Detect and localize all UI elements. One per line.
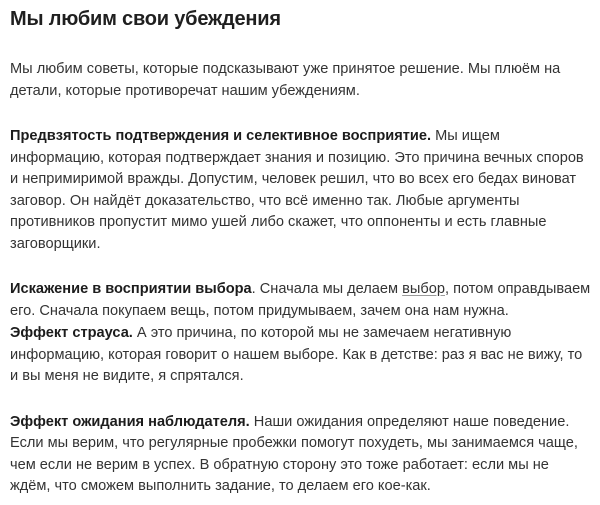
choice-distortion-paragraph <box>10 279 592 322</box>
confirmation-bias-term: Предвзятость подтверждения и селективное восприятие. <box>10 128 432 144</box>
observer-expectancy-term: Эффект ожидания наблюдателя. <box>10 413 250 430</box>
observer-expectancy-text: Наши ожидания определяют наше поведение. Если мы верим, что регулярные пробежки помогут похудеть, мы занимаемся чаще, чем если не верим в успех. В обратную сторону это тоже работает: если мы не ждём, что сможем выполнить задание, то делаем его кое-как. <box>10 413 578 494</box>
choice-distortion-text-after: , потом оправдываем его. Сначала покупаем вещь, потом придумываем, зачем она нам нужна. <box>10 281 591 319</box>
confirmation-bias-paragraph <box>10 126 592 255</box>
choice-distortion-term: Искажение в восприятии выбора <box>10 281 252 297</box>
confirmation-bias-text: Мы ищем информацию, которая подтверждает знания и позицию. Это причина вечных споров и непримиримой вражды. Допустим, человек решил, что во всех его бедах виноват заговор. Он найдёт доказательство, что всё именно так. Любые аргументы противников пропустит мимо ушей либо скажет, что оппоненты и есть главные заговорщики. <box>10 128 584 252</box>
ostrich-effect-term: Эффект страуса. <box>10 325 133 341</box>
choice-distortion-text-before: . Сначала мы делаем <box>251 281 403 297</box>
observer-expectancy-paragraph <box>10 412 592 498</box>
choice-link[interactable]: выбор <box>402 281 445 297</box>
ostrich-effect-paragraph <box>10 323 592 388</box>
intro-paragraph <box>10 59 592 102</box>
intro-text: Мы любим советы, которые подсказывают уже принятое решение. Мы плюём на детали, которые противоречат нашим убеждениям. <box>10 61 561 99</box>
ostrich-effect-text: А это причина, по которой мы не замечаем негативную информацию, которая говорит о нашем выборе. Как в детстве: раз я вас не вижу, то и вы меня не видите, я спрятался. <box>10 325 583 384</box>
article-title: Мы любим свои убеждения <box>10 8 281 30</box>
